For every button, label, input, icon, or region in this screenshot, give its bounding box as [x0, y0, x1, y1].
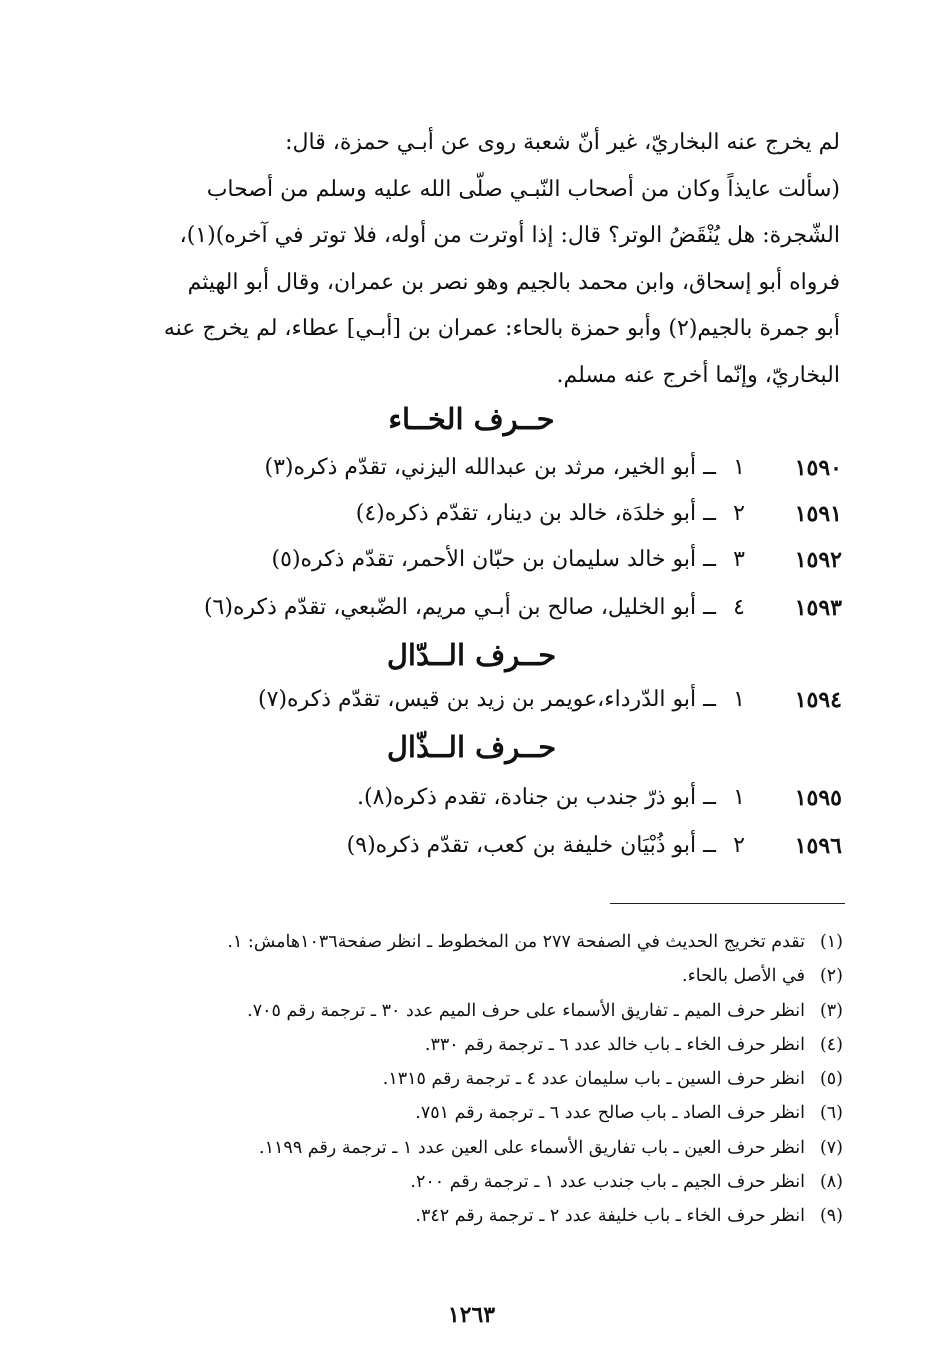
footnote-mark: (٧) — [819, 1137, 843, 1158]
footnote — [123, 1096, 843, 1130]
page-number: ١٢٦٣ — [447, 1302, 496, 1328]
entry-id: ١٥٩٣ — [794, 595, 842, 621]
entry-1592 — [120, 547, 842, 587]
entry-id: ١٥٩٦ — [794, 833, 842, 859]
entry-text: ــ أبو الدّرداء،عويمر بن زيد بن قيس، تقدّم ذكره(٧) — [258, 687, 716, 712]
entry-1594 — [120, 687, 842, 727]
entry-number: ١ — [733, 687, 745, 712]
footnote-text: تقدم تخريج الحديث في الصفحة ٢٧٧ من المخطوط ـ انظر صفحة١٠٣٦هامش: ١. — [227, 932, 805, 952]
entry-id: ١٥٩٤ — [794, 687, 842, 713]
section-heading-dal: حــرف الــدّال — [386, 638, 557, 672]
footnote — [123, 994, 843, 1028]
entry-number: ٣ — [733, 547, 745, 572]
footnote — [123, 1131, 843, 1165]
entry-text: ــ أبو خلدَة، خالد بن دينار، تقدّم ذكره(٤) — [355, 501, 716, 526]
section-heading-kha: حــرف الخــاء — [388, 402, 555, 436]
footnote-mark: (٢) — [819, 966, 843, 987]
footnote-divider — [610, 903, 845, 904]
entry-text: ــ أبو الخير، مرثد بن عبدالله اليزني، تقدّم ذكره(٣) — [264, 455, 716, 480]
footnote — [123, 959, 843, 993]
paragraph-line: فرواه أبو إسحاق، وابن محمد بالجيم وهو نصر بن عمران، وقال أبو الهيثم — [187, 269, 840, 295]
footnote-text: في الأصل بالحاء. — [682, 966, 805, 987]
footnote-text: انظر حرف الجيم ـ باب جندب عدد ١ ـ ترجمة رقم ٢٠٠. — [410, 1172, 805, 1193]
paragraph-line: الشّجرة: هل يُنْقَضُ الوتر؟ قال: إذا أوترت من أوله، فلا توتر في آخره)(١)، — [179, 223, 840, 248]
intro-paragraph — [140, 120, 840, 399]
paragraph-line: (سألت عايذاً وكان من أصحاب النّبـي صلّى الله عليه وسلم من أصحاب — [206, 176, 840, 202]
footnote — [123, 1165, 843, 1199]
footnote-mark: (٩) — [819, 1206, 843, 1227]
footnote-text: انظر حرف الصاد ـ باب صالح عدد ٦ ـ ترجمة رقم ٧٥١. — [415, 1103, 805, 1124]
entry-text: ــ أبو ذُبْيَان خليفة بن كعب، تقدّم ذكره(٩) — [346, 833, 716, 858]
entry-id: ١٥٩٥ — [794, 785, 842, 811]
footnote — [123, 925, 843, 959]
entry-1595 — [120, 785, 842, 825]
entry-text: ــ أبو ذرّ جندب بن جنادة، تقدم ذكره(٨). — [357, 785, 716, 810]
entry-id: ١٥٩٢ — [794, 547, 842, 573]
entry-id: ١٥٩٠ — [794, 455, 842, 481]
entry-id: ١٥٩١ — [794, 501, 842, 527]
entry-1591 — [120, 501, 842, 541]
footnote-mark: (٣) — [819, 1000, 843, 1021]
footnote-text: انظر حرف الميم ـ تفاريق الأسماء على حرف الميم عدد ٣٠ ـ ترجمة رقم ٧٠٥. — [247, 1000, 805, 1021]
entry-1590 — [120, 455, 842, 495]
footnotes — [123, 925, 843, 1234]
entry-text: ــ أبو الخليل، صالح بن أبـي مريم، الضّبعي، تقدّم ذكره(٦) — [203, 595, 716, 620]
entry-number: ١ — [733, 785, 745, 810]
footnote — [123, 1199, 843, 1233]
entry-number: ٤ — [733, 595, 745, 620]
footnote-text: انظر حرف العين ـ باب تفاريق الأسماء على العين عدد ١ ـ ترجمة رقم ١١٩٩. — [259, 1137, 805, 1158]
entry-text: ــ أبو خالد سليمان بن حبّان الأحمر، تقدّم ذكره(٥) — [271, 547, 716, 572]
entry-1596 — [120, 833, 842, 873]
paragraph-line: أبو جمرة بالجيم(٢) وأبو حمزة بالحاء: عمران بن [أبـي] عطاء، لم يخرج عنه — [163, 316, 840, 341]
footnote — [123, 1062, 843, 1096]
footnote-mark: (٥) — [819, 1069, 843, 1090]
entry-number: ٢ — [733, 501, 745, 526]
footnote-mark: (٤) — [819, 1034, 843, 1055]
paragraph-line: لم يخرج عنه البخاريّ، غير أنّ شعبة روى عن أبـي حمزة، قال: — [285, 130, 840, 155]
footnote — [123, 1028, 843, 1062]
footnote-text: انظر حرف السين ـ باب سليمان عدد ٤ ـ ترجمة رقم ١٣١٥. — [382, 1069, 805, 1090]
footnote-mark: (١) — [819, 932, 843, 952]
paragraph-line: البخاريّ، وإنّما أخرج عنه مسلم. — [556, 362, 840, 388]
entry-1593 — [120, 595, 842, 635]
entry-number: ٢ — [733, 833, 745, 858]
footnote-text: انظر حرف الخاء ـ باب خالد عدد ٦ ـ ترجمة رقم ٣٣٠. — [424, 1034, 805, 1055]
footnote-mark: (٨) — [819, 1172, 843, 1193]
footnote-text: انظر حرف الخاء ـ باب خليفة عدد ٢ ـ ترجمة رقم ٣٤٢. — [415, 1206, 805, 1227]
entry-number: ١ — [733, 455, 745, 480]
section-heading-dhal: حــرف الــذّال — [386, 730, 557, 764]
footnote-mark: (٦) — [819, 1103, 843, 1124]
